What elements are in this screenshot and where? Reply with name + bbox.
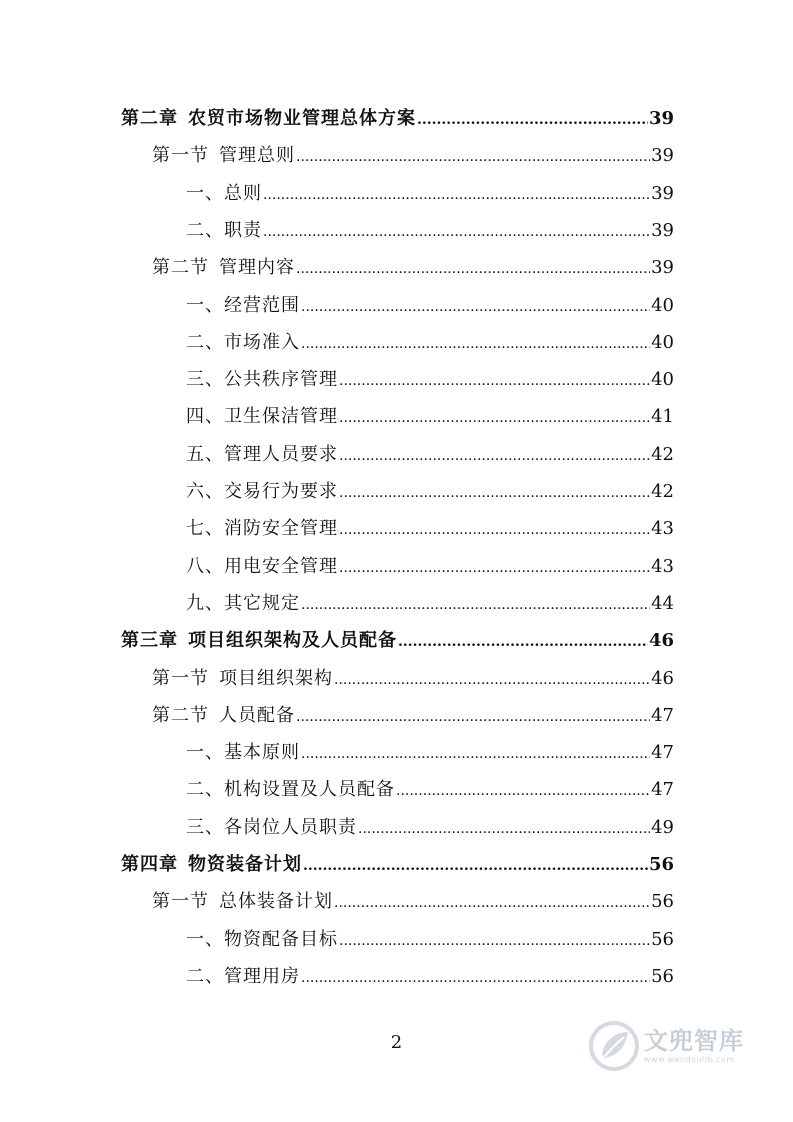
toc-leader-dots (296, 139, 650, 176)
toc-entry-heading (121, 100, 416, 137)
toc-entry-title: 其它规定 (224, 592, 300, 614)
watermark (588, 1016, 788, 1076)
toc-entry-title: 项目组织架构 (219, 667, 333, 689)
toc-entry-heading (152, 697, 295, 734)
toc-entry-number: 二、 (186, 331, 224, 353)
toc-entry-number: 第二节 (152, 257, 209, 279)
toc-entry-heading (186, 548, 338, 585)
toc-entry-page: 41 (651, 406, 674, 428)
toc-leader-dots (334, 662, 650, 699)
toc-entry[interactable] (186, 212, 674, 249)
toc-entry-page: 56 (648, 854, 674, 875)
toc-entry-heading (121, 846, 302, 883)
toc-leader-dots (339, 475, 650, 512)
toc-leader-dots (263, 177, 650, 214)
toc-leader-dots (398, 624, 648, 661)
toc-entry[interactable] (121, 846, 674, 883)
toc-entry-page: 39 (651, 145, 674, 167)
toc-leader-dots (296, 251, 650, 288)
toc-leader-dots (296, 699, 650, 736)
toc-leader-dots (339, 550, 650, 587)
toc-leader-dots (301, 736, 650, 773)
toc-entry[interactable] (186, 548, 674, 585)
toc-entry-heading (186, 287, 300, 324)
toc-entry-number: 七、 (186, 518, 224, 540)
toc-entry-number: 三、 (186, 369, 224, 391)
toc-entry-title: 用电安全管理 (224, 555, 338, 577)
toc-entry-title: 机构设置及人员配备 (224, 779, 395, 801)
toc-entry-title: 物资配备目标 (224, 928, 338, 950)
toc-leader-dots (339, 512, 650, 549)
toc-leader-dots (263, 214, 650, 251)
toc-entry[interactable] (186, 175, 674, 212)
toc-entry[interactable] (121, 100, 674, 137)
toc-entry-number: 第二节 (152, 704, 209, 726)
toc-entry-number: 六、 (186, 481, 224, 502)
toc-entry-heading (186, 473, 338, 510)
toc-entry[interactable] (186, 734, 674, 771)
toc-entry-page: 42 (651, 481, 674, 502)
toc-entry-number: 二、 (186, 779, 224, 801)
toc-entry-number: 第一节 (152, 145, 209, 167)
toc-entry-heading (186, 324, 300, 361)
toc-entry-number: 五、 (186, 443, 224, 465)
watermark-title: 文兜智库 (644, 1026, 744, 1055)
toc-entry[interactable] (186, 510, 674, 547)
toc-entry-heading (152, 137, 295, 174)
toc-entry-page: 43 (651, 555, 674, 577)
toc-entry-heading (186, 771, 395, 808)
toc-entry-title: 物资装备计划 (188, 854, 302, 875)
toc-leader-dots (301, 326, 650, 363)
toc-entry[interactable] (186, 809, 674, 846)
toc-entry-heading (186, 958, 300, 995)
toc-entry-heading (186, 212, 262, 249)
watermark-text (644, 1026, 744, 1064)
toc-entry-title: 管理内容 (219, 257, 295, 279)
toc-entry-page: 39 (651, 219, 674, 241)
toc-entry-heading (186, 361, 338, 398)
toc-leader-dots (334, 885, 650, 922)
toc-entry[interactable] (186, 473, 674, 510)
toc-entry-page: 49 (651, 816, 674, 838)
toc-entry-title: 项目组织架构及人员配备 (188, 630, 397, 652)
toc-entry-page: 40 (651, 331, 674, 353)
toc-leader-dots (358, 811, 650, 848)
toc-entry-page: 40 (651, 294, 674, 316)
toc-entry-title: 管理总则 (219, 145, 295, 167)
toc-entry-title: 管理用房 (224, 965, 300, 987)
toc-entry-page: 43 (651, 518, 674, 540)
toc-leader-dots (301, 960, 650, 997)
toc-leader-dots (339, 438, 650, 475)
toc-entry-number: 八、 (186, 555, 224, 577)
toc-entry-number: 九、 (186, 592, 224, 614)
toc-entry[interactable] (186, 287, 674, 324)
toc-entry-number: 四、 (186, 406, 224, 428)
toc-entry-heading (152, 249, 295, 286)
toc-entry-heading (186, 734, 300, 771)
toc-entry-heading (186, 921, 338, 958)
toc-entry-page: 56 (651, 965, 674, 987)
toc-entry-number: 一、 (186, 294, 224, 316)
toc-entry-heading (152, 883, 333, 920)
toc-entry[interactable] (186, 921, 674, 958)
toc-entry-page: 56 (651, 928, 674, 950)
toc-entry-title: 总则 (224, 182, 262, 204)
toc-entry[interactable] (186, 958, 674, 995)
toc-entry-page: 47 (651, 704, 674, 726)
toc-leader-dots (301, 289, 650, 326)
leaf-logo-icon (588, 1020, 640, 1072)
toc-leader-dots (301, 587, 650, 624)
toc-entry-number: 一、 (186, 742, 224, 764)
toc-leader-dots (303, 848, 648, 885)
toc-entry-number: 第一节 (152, 667, 209, 689)
watermark-url: www.wendoulib.com (644, 1054, 735, 1064)
toc-entry-heading (186, 809, 357, 846)
toc-leader-dots (339, 400, 650, 437)
toc-entry-number: 三、 (186, 816, 224, 838)
toc-entry[interactable] (121, 622, 674, 659)
toc-entry-page: 39 (651, 257, 674, 279)
toc-entry-page: 39 (651, 182, 674, 204)
toc-entry-heading (186, 175, 262, 212)
toc-entry-title: 经营范围 (224, 294, 300, 316)
toc-entry-title: 消防安全管理 (224, 518, 338, 540)
toc-entry-number: 一、 (186, 182, 224, 204)
toc-entry-page: 46 (651, 667, 674, 689)
toc-entry-number: 一、 (186, 928, 224, 950)
toc-entry[interactable] (186, 771, 674, 808)
toc-entry-title: 卫生保洁管理 (224, 406, 338, 428)
toc-entry[interactable] (186, 324, 674, 361)
toc-entry-page: 47 (651, 742, 674, 764)
toc-leader-dots (339, 923, 650, 960)
toc-entry-title: 基本原则 (224, 742, 300, 764)
toc-entry[interactable] (186, 585, 674, 622)
toc-entry-title: 农贸市场物业管理总体方案 (188, 108, 416, 129)
toc-entry[interactable] (152, 883, 674, 920)
toc-entry-title: 管理人员要求 (224, 443, 338, 465)
toc-entry-page: 44 (651, 592, 674, 614)
toc-entry-number: 第二章 (121, 108, 178, 129)
toc-entry[interactable] (186, 361, 674, 398)
toc-entry-page: 47 (651, 779, 674, 801)
toc-entry[interactable] (152, 697, 674, 734)
toc-entry-title: 人员配备 (219, 704, 295, 726)
toc-entry-heading (186, 510, 338, 547)
toc-entry-heading (186, 398, 338, 435)
toc-entry-title: 总体装备计划 (219, 891, 333, 913)
toc-entry[interactable] (186, 398, 674, 435)
toc-entry-title: 职责 (224, 219, 262, 241)
toc-entry-heading (186, 436, 338, 473)
toc-entry-page: 40 (651, 369, 674, 391)
toc-leader-dots (396, 773, 650, 810)
toc-entry-heading (152, 660, 333, 697)
toc-entry-number: 第三章 (121, 630, 178, 652)
toc-entry-page: 39 (648, 108, 674, 129)
toc-entry-title: 公共秩序管理 (224, 369, 338, 391)
toc-entry-title: 市场准入 (224, 331, 300, 353)
toc-leader-dots (339, 363, 650, 400)
toc-entry-number: 二、 (186, 219, 224, 241)
toc-entry-heading (121, 622, 397, 659)
toc-entry[interactable] (186, 436, 674, 473)
toc-entry-title: 各岗位人员职责 (224, 816, 357, 838)
toc-entry[interactable] (152, 249, 674, 286)
toc-entry-title: 交易行为要求 (224, 481, 338, 502)
toc-entry-number: 二、 (186, 965, 224, 987)
toc-leader-dots (417, 102, 648, 139)
toc-entry-page: 46 (648, 630, 674, 652)
page-number: 2 (390, 1032, 403, 1053)
toc-entry-number: 第四章 (121, 854, 178, 875)
toc-entry-page: 56 (651, 891, 674, 913)
toc-entry-heading (186, 585, 300, 622)
toc-entry[interactable] (152, 660, 674, 697)
toc-entry-number: 第一节 (152, 891, 209, 913)
toc-entry[interactable] (152, 137, 674, 174)
toc-entry-page: 42 (651, 443, 674, 465)
